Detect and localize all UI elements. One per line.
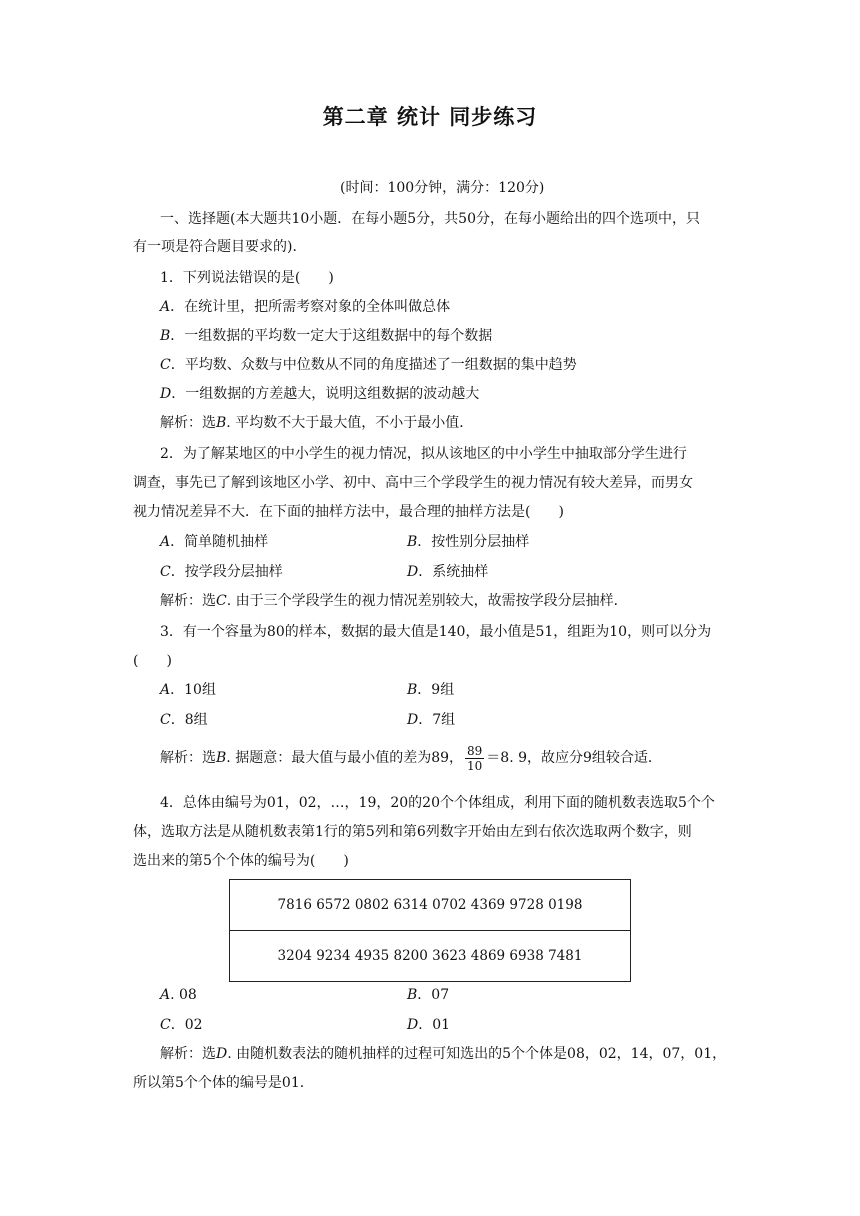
q2-solution: 解析：选C. 由于三个学段学生的视力情况差别较大，故需按学段分层抽样． (160, 593, 628, 609)
fraction (465, 744, 484, 773)
q4-option-c: C．02 (160, 1017, 203, 1033)
q1-option-c: C．平均数、众数与中位数从不同的角度描述了一组数据的集中趋势 (160, 357, 577, 373)
random-number-table (229, 879, 631, 982)
q3-option-b: B．9组 (407, 682, 455, 698)
q3-option-a: A．10组 (160, 682, 216, 698)
q1-solution: 解析：选B. 平均数不大于最大值，不小于最小值． (160, 415, 474, 431)
q1-option-a: A．在统计里，把所需考察对象的全体叫做总体 (160, 299, 451, 315)
q2-option-a: A．简单随机抽样 (160, 534, 269, 550)
fraction-numerator: 89 (467, 743, 483, 758)
page-title: 第二章 统计 同步练习 (322, 104, 538, 129)
q4-option-b: B．07 (407, 987, 450, 1003)
table-cell: 7816 6572 0802 6314 0702 4369 9728 0198 (230, 880, 631, 931)
q4-stem-line-1: 4．总体由编号为01，02，…，19，20的20个个体组成，利用下面的随机数表选取5个个 (160, 795, 715, 811)
exam-meta: (时间：100分钟，满分：120分) (340, 180, 545, 196)
q4-option-a: A. 08 (160, 987, 197, 1003)
q1-stem: 1．下列说法错误的是( ) (160, 270, 334, 286)
q2-option-d: D．系统抽样 (407, 564, 489, 580)
section-intro-line-1: 一、选择题(本大题共10小题．在每小题5分，共50分，在每小题给出的四个选项中，只 (160, 211, 700, 227)
q4-solution-line-2: 所以第5个个体的编号是01. (133, 1075, 305, 1091)
q3-stem-line-2: ( ) (133, 653, 172, 669)
q2-option-b: B．按性别分层抽样 (407, 534, 530, 550)
q3-option-c: C．8组 (160, 712, 208, 728)
q3-solution: 解析：选B. 据题意：最大值与最小值的差为89， $\frac{89}{10}$ ＝8. 9，故应分9组较合适． (160, 743, 662, 773)
q2-stem-line-1: 2．为了解某地区的中小学生的视力情况，拟从该地区的中小学生中抽取部分学生进行 (160, 446, 687, 462)
table-row (230, 880, 631, 931)
q2-stem-line-3: 视力情况差异不大．在下面的抽样方法中，最合理的抽样方法是( ) (133, 504, 564, 520)
q3-option-d: D．7组 (407, 712, 456, 728)
table-row (230, 931, 631, 982)
q4-option-d: D．01 (407, 1017, 451, 1033)
fraction-denominator: 10 (467, 758, 483, 773)
q4-stem-line-3: 选出来的第5个个体的编号为( ) (133, 853, 349, 869)
q3-stem-line-1: 3．有一个容量为80的样本，数据的最大值是140，最小值是51，组距为10，则可以分为 (160, 624, 712, 640)
q4-solution: 解析：选D. 由随机数表法的随机抽样的过程可知选出的5个个体是08，02，14，07，01， (160, 1046, 727, 1062)
q1-option-b: B．一组数据的平均数一定大于这组数据中的每个数据 (160, 328, 493, 344)
q2-stem-line-2: 调查，事先已了解到该地区小学、初中、高中三个学段学生的视力情况有较大差异，而男女 (133, 475, 693, 491)
table-cell: 3204 9234 4935 8200 3623 4869 6938 7481 (230, 931, 631, 982)
q2-option-c: C．按学段分层抽样 (160, 564, 283, 580)
q4-stem-line-2: 体，选取方法是从随机数表第1行的第5列和第6列数字开始由左到右依次选取两个数字，则 (133, 824, 692, 840)
section-intro-line-2: 有一项是符合题目要求的)． (133, 239, 307, 255)
q1-option-d: D．一组数据的方差越大，说明这组数据的波动越大 (160, 386, 480, 402)
